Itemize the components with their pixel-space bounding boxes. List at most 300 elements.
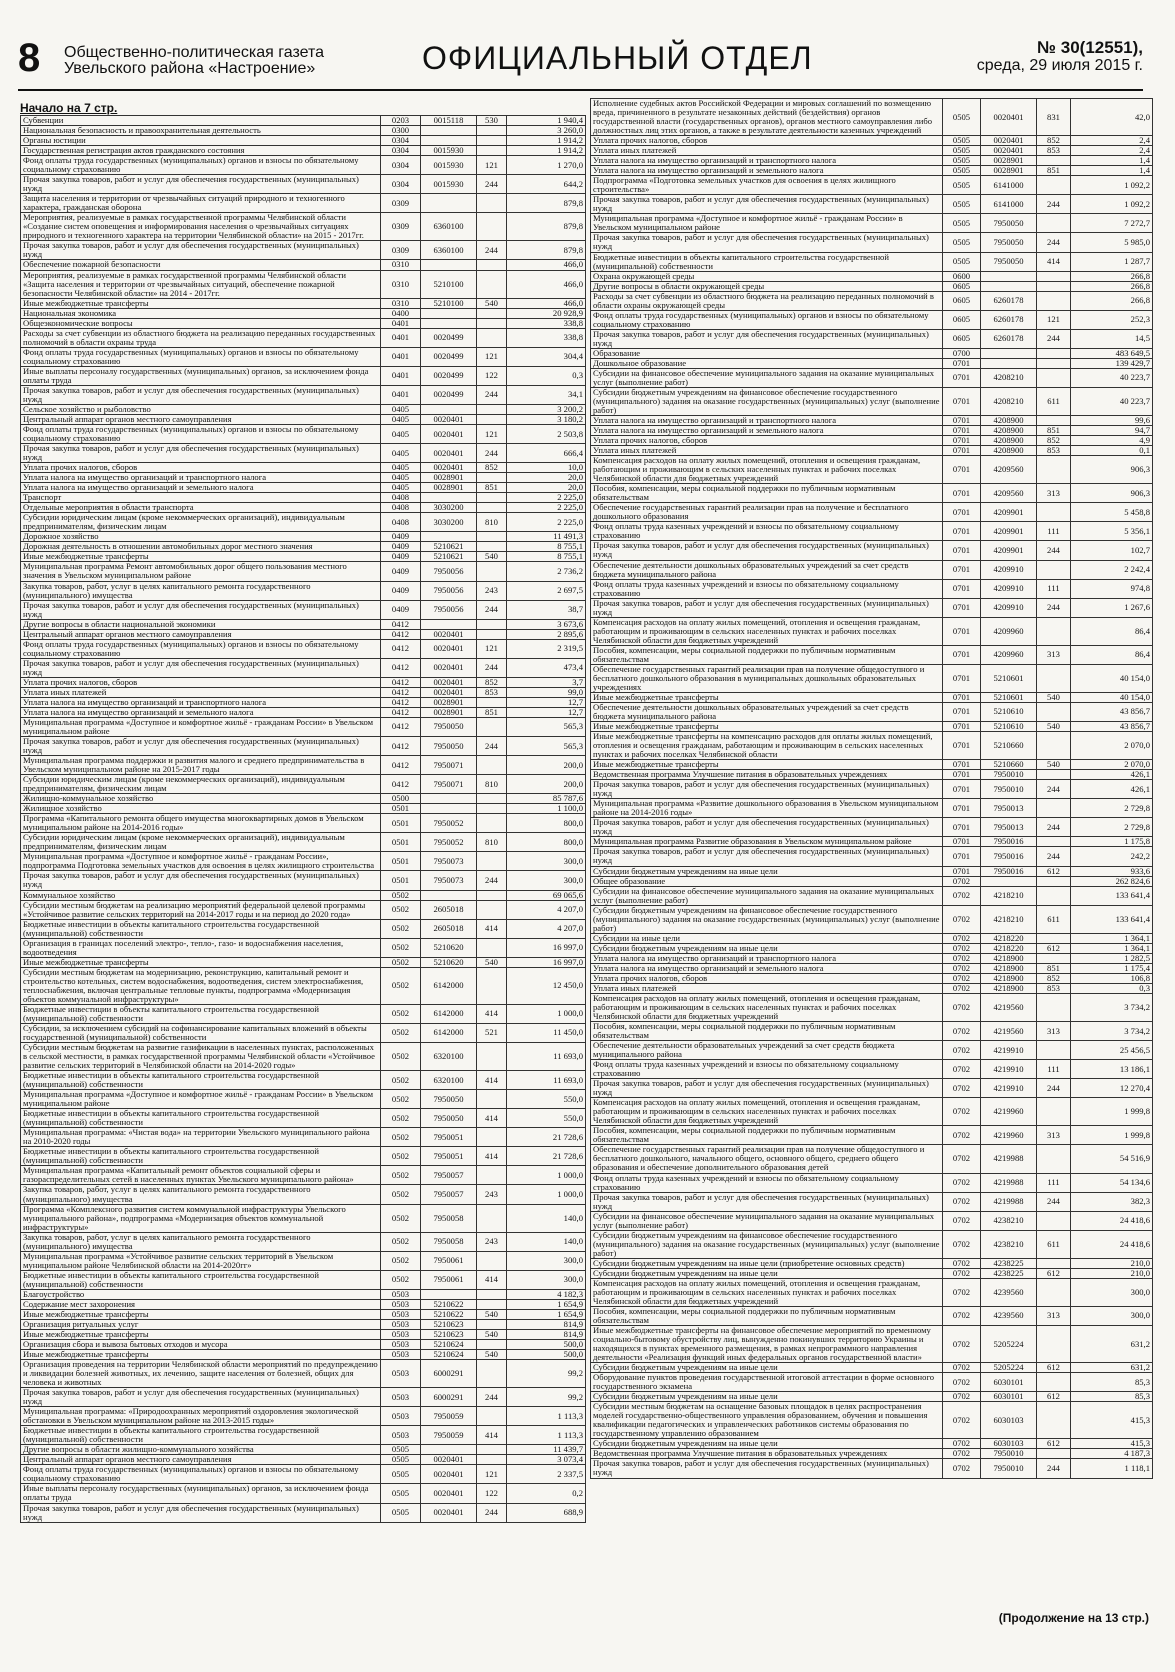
row-description: Уплата налога на имущество организаций и земельного налога: [591, 166, 943, 176]
table-row: [21, 756, 586, 775]
row-section-code: 0505: [943, 166, 981, 176]
row-description: Другие вопросы в области национальной экономики: [21, 619, 381, 629]
row-expense-type: [477, 1090, 507, 1109]
row-amount: 25 456,5: [1071, 1041, 1153, 1060]
row-description: Другие вопросы в области окружающей среды: [591, 281, 943, 291]
table-row: [21, 562, 586, 581]
row-section-code: 0401: [381, 318, 421, 328]
row-expense-type: 853: [1037, 446, 1071, 456]
row-expense-type: [477, 213, 507, 241]
table-row: [591, 99, 1153, 136]
row-description: Прочая закупка товаров, работ и услуг для обеспечения государственных (муниципальных) нужд: [21, 1388, 381, 1407]
table-row: [21, 156, 586, 175]
row-target-code: 4219988: [981, 1173, 1037, 1192]
row-description: Субсидии местным бюджетам на модернизацию, реконструкцию, капитальный ремонт и строительство котельных, систем водоснабжения, водоотведения, систем электроснабжения, теплоснабжения, включая центральные тепловые пункты, подпрограмма «Модернизация объектов коммунальной инфраструктуры»: [21, 967, 381, 1004]
row-section-code: 0702: [943, 933, 981, 943]
newspaper-name-line2: Увельского района «Настроение»: [64, 60, 316, 77]
row-amount: 16 997,0: [507, 938, 586, 957]
row-amount: 466,0: [507, 260, 586, 270]
row-amount: 814,9: [507, 1319, 586, 1329]
table-row: [21, 126, 586, 136]
row-expense-type: 612: [1037, 1268, 1071, 1278]
row-expense-type: [477, 619, 507, 629]
row-section-code: 0401: [381, 385, 421, 404]
table-row: [21, 1360, 586, 1388]
row-amount: 0,2: [507, 1484, 586, 1503]
row-section-code: 0503: [381, 1339, 421, 1349]
table-row: [21, 629, 586, 639]
table-row: [591, 1041, 1153, 1060]
row-section-code: 0502: [381, 1043, 421, 1071]
row-description: Бюджетные инвестиции в объекты капитального строительства государственной (муниципальной) собственности: [21, 1004, 381, 1023]
row-section-code: 0412: [381, 717, 421, 736]
row-section-code: 0701: [943, 446, 981, 456]
row-amount: 4 207,0: [507, 900, 586, 919]
row-expense-type: [477, 1360, 507, 1388]
row-description: Прочая закупка товаров, работ и услуг для обеспечения государственных (муниципальных) нужд: [21, 175, 381, 194]
table-row: [21, 1147, 586, 1166]
row-amount: 40 154,0: [1071, 664, 1153, 692]
row-amount: 1 654,9: [507, 1309, 586, 1319]
row-target-code: 6142000: [421, 1023, 477, 1042]
table-row: [21, 814, 586, 833]
row-expense-type: 244: [1037, 598, 1071, 617]
row-expense-type: [477, 260, 507, 270]
row-section-code: 0505: [943, 99, 981, 136]
row-amount: 54 134,6: [1071, 1173, 1153, 1192]
row-description: Прочая закупка товаров, работ и услуг для обеспечения государственных (муниципальных) нужд: [21, 385, 381, 404]
row-amount: 1 175,8: [1071, 837, 1153, 847]
row-expense-type: 313: [1037, 1306, 1071, 1325]
table-row: [21, 1289, 586, 1299]
row-amount: 266,8: [1071, 281, 1153, 291]
row-amount: 210,0: [1071, 1258, 1153, 1268]
row-section-code: 0409: [381, 600, 421, 619]
row-amount: 500,0: [507, 1350, 586, 1360]
row-section-code: 0503: [381, 1350, 421, 1360]
row-target-code: 0020401: [421, 687, 477, 697]
row-amount: 466,0: [507, 270, 586, 298]
table-row: [591, 166, 1153, 176]
row-expense-type: 414: [1037, 252, 1071, 271]
row-target-code: 5210660: [981, 732, 1037, 760]
row-amount: 500,0: [507, 1339, 586, 1349]
row-expense-type: 414: [477, 919, 507, 938]
row-target-code: 4219988: [981, 1192, 1037, 1211]
row-description: Программа «Капитального ремонта общего имущества многоквартирных домов в Увельском муниципальном районе на 2014-2016 годы»: [21, 814, 381, 833]
row-target-code: 4219910: [981, 1060, 1037, 1079]
row-amount: 2 895,6: [507, 629, 586, 639]
row-target-code: 7950016: [981, 847, 1037, 866]
row-description: Иные межбюджетные трансферты: [21, 1350, 381, 1360]
row-expense-type: 244: [477, 1388, 507, 1407]
table-row: [591, 1126, 1153, 1145]
row-expense-type: [477, 967, 507, 1004]
table-row: [21, 775, 586, 794]
row-amount: 2 225,0: [507, 513, 586, 532]
row-section-code: 0502: [381, 1109, 421, 1128]
row-amount: 1 940,4: [507, 116, 586, 126]
row-amount: 338,8: [507, 328, 586, 347]
row-amount: 2 319,5: [507, 639, 586, 658]
table-row: [591, 522, 1153, 541]
row-description: Субсидии юридическим лицам (кроме некоммерческих организаций), индивидуальным предпринимателям, физическим лицам: [21, 775, 381, 794]
table-row: [591, 617, 1153, 645]
row-amount: 466,0: [507, 298, 586, 308]
row-target-code: 0015930: [421, 175, 477, 194]
row-description: Фонд оплаты труда казенных учреждений и взносы по обязательному социальному страхованию: [591, 522, 943, 541]
row-description: Уплата прочих налогов, сборов: [591, 436, 943, 446]
row-expense-type: 831: [1037, 99, 1071, 136]
row-description: Субсидии на финансовое обеспечение муниципального задания на оказание муниципальных услуг (выполнение работ): [591, 1211, 943, 1230]
row-target-code: 4219988: [981, 1145, 1037, 1173]
row-section-code: 0701: [943, 484, 981, 503]
row-target-code: 0028901: [421, 697, 477, 707]
row-target-code: 0020401: [981, 136, 1037, 146]
row-expense-type: [477, 1455, 507, 1465]
row-expense-type: [1037, 560, 1071, 579]
row-expense-type: 810: [477, 833, 507, 852]
row-target-code: 7950056: [421, 600, 477, 619]
row-description: Уплата налога на имущество организаций и земельного налога: [21, 483, 381, 493]
row-amount: 252,3: [1071, 310, 1153, 329]
row-expense-type: [477, 493, 507, 503]
row-target-code: 0020401: [421, 629, 477, 639]
row-section-code: 0505: [381, 1455, 421, 1465]
row-description: Уплата налога на имущество организаций и земельного налога: [21, 707, 381, 717]
newspaper-name: [64, 45, 324, 77]
row-expense-type: 121: [477, 1465, 507, 1484]
row-expense-type: 414: [477, 1426, 507, 1445]
row-description: Организация ритуальных услуг: [21, 1319, 381, 1329]
row-amount: 879,8: [507, 241, 586, 260]
table-row: [21, 308, 586, 318]
row-section-code: 0701: [943, 522, 981, 541]
row-target-code: [421, 1289, 477, 1299]
row-target-code: 7950050: [981, 214, 1037, 233]
table-row: [21, 677, 586, 687]
row-section-code: 0701: [943, 598, 981, 617]
row-section-code: 0304: [381, 175, 421, 194]
row-amount: 3 073,4: [507, 1455, 586, 1465]
table-row: [591, 983, 1153, 993]
row-expense-type: 853: [477, 687, 507, 697]
row-amount: 300,0: [507, 852, 586, 871]
row-target-code: 7950056: [421, 562, 477, 581]
row-section-code: 0701: [943, 818, 981, 837]
row-target-code: 5210623: [421, 1329, 477, 1339]
row-amount: 99,2: [507, 1388, 586, 1407]
table-row: [21, 493, 586, 503]
row-target-code: [421, 308, 477, 318]
row-amount: 300,0: [507, 871, 586, 890]
row-target-code: 7950059: [421, 1426, 477, 1445]
row-target-code: 4209901: [981, 541, 1037, 560]
row-section-code: 0501: [381, 852, 421, 871]
row-section-code: 0405: [381, 444, 421, 463]
table-row: [21, 581, 586, 600]
row-expense-type: [477, 629, 507, 639]
table-row: [591, 732, 1153, 760]
row-description: Субсидии на финансовое обеспечение муниципального задания на оказание муниципальных услуг (выполнение работ): [591, 886, 943, 905]
row-target-code: [981, 876, 1037, 886]
row-section-code: 0502: [381, 1270, 421, 1289]
issue-number: № 30(12551),: [1037, 38, 1143, 57]
row-expense-type: [477, 146, 507, 156]
row-target-code: 6260178: [981, 291, 1037, 310]
table-row: [21, 366, 586, 385]
row-target-code: 0028901: [421, 473, 477, 483]
row-section-code: 0412: [381, 619, 421, 629]
table-row: [591, 310, 1153, 329]
row-amount: 565,3: [507, 737, 586, 756]
row-description: Субсидии бюджетным учреждениям на иные цели: [591, 1439, 943, 1449]
row-expense-type: 852: [1037, 973, 1071, 983]
row-target-code: 7950058: [421, 1232, 477, 1251]
row-amount: 300,0: [507, 1270, 586, 1289]
row-description: Организация проведения на территории Челябинской области мероприятий по предупреждению и ликвидации болезней животных, их лечению, защите населения от болезней, общих для человека и животных: [21, 1360, 381, 1388]
row-expense-type: 244: [477, 658, 507, 677]
row-description: Иные выплаты персоналу государственных (муниципальных) органов, за исключением фонда оплаты труда: [21, 1484, 381, 1503]
table-row: [21, 1004, 586, 1023]
row-target-code: 0020401: [421, 1503, 477, 1522]
row-amount: 644,2: [507, 175, 586, 194]
row-target-code: 4209960: [981, 645, 1037, 664]
row-expense-type: 414: [477, 1147, 507, 1166]
row-target-code: 0020401: [421, 1484, 477, 1503]
row-target-code: 0020401: [421, 414, 477, 424]
row-section-code: 0702: [943, 1145, 981, 1173]
row-expense-type: 121: [477, 425, 507, 444]
row-expense-type: 244: [477, 241, 507, 260]
row-description: Муниципальная программа «Развитие дошкольного образования в Увельском муниципальном районе на 2014-2016 годы»: [591, 799, 943, 818]
row-target-code: 6141000: [981, 195, 1037, 214]
row-description: Бюджетные инвестиции в объекты капитального строительства государственной (муниципальной) собственности: [21, 919, 381, 938]
row-expense-type: 540: [1037, 722, 1071, 732]
row-section-code: 0702: [943, 1268, 981, 1278]
table-row: [591, 818, 1153, 837]
row-section-code: 0702: [943, 1022, 981, 1041]
row-target-code: 7950010: [981, 1449, 1037, 1459]
table-row: [21, 871, 586, 890]
row-amount: 1 000,0: [507, 1166, 586, 1185]
row-target-code: 5210660: [981, 760, 1037, 770]
row-section-code: 0701: [943, 645, 981, 664]
table-row: [591, 484, 1153, 503]
row-expense-type: 111: [1037, 1173, 1071, 1192]
row-amount: 1 270,0: [507, 156, 586, 175]
continued-to-note: (Продолжение на 13 стр.): [998, 1611, 1149, 1625]
row-target-code: 4218220: [981, 933, 1037, 943]
row-target-code: 4209960: [981, 617, 1037, 645]
row-section-code: 0409: [381, 581, 421, 600]
row-section-code: 0701: [943, 426, 981, 436]
row-amount: 12,7: [507, 697, 586, 707]
row-description: Благоустройство: [21, 1289, 381, 1299]
row-expense-type: 122: [477, 366, 507, 385]
table-row: [591, 436, 1153, 446]
row-amount: 800,0: [507, 833, 586, 852]
row-amount: 140,0: [507, 1232, 586, 1251]
row-section-code: 0702: [943, 1363, 981, 1373]
row-expense-type: [477, 697, 507, 707]
table-row: [21, 552, 586, 562]
row-section-code: 0702: [943, 983, 981, 993]
table-row: [591, 233, 1153, 252]
row-amount: 262 824,6: [1071, 876, 1153, 886]
row-description: Муниципальная программа Ремонт автомобильных дорог общего пользования местного значения в Увельском муниципальном районе: [21, 562, 381, 581]
row-description: Общеэкономические вопросы: [21, 318, 381, 328]
table-row: [591, 645, 1153, 664]
row-amount: 85 787,6: [507, 794, 586, 804]
row-amount: 2 729,8: [1071, 818, 1153, 837]
row-description: Субсидии бюджетным учреждениям на финансовое обеспечение государственного (муниципального) задания на оказание государственных (муниципальных) услуг (выполнение работ): [591, 1230, 943, 1258]
row-amount: 54 516,9: [1071, 1145, 1153, 1173]
row-amount: 40 223,7: [1071, 368, 1153, 387]
row-target-code: 7950050: [421, 1109, 477, 1128]
row-expense-type: 540: [477, 1329, 507, 1339]
row-description: Субсидии бюджетным учреждениям на иные цели: [591, 1268, 943, 1278]
row-section-code: 0502: [381, 1251, 421, 1270]
row-description: Прочая закупка товаров, работ и услуг для обеспечения государственных (муниципальных) нужд: [591, 780, 943, 799]
row-amount: 13 186,1: [1071, 1060, 1153, 1079]
row-target-code: 5210622: [421, 1299, 477, 1309]
table-row: [591, 993, 1153, 1021]
row-target-code: 4218900: [981, 953, 1037, 963]
row-description: Иные межбюджетные трансферты: [21, 298, 381, 308]
row-amount: 1 364,1: [1071, 933, 1153, 943]
row-expense-type: [477, 814, 507, 833]
row-expense-type: [1037, 664, 1071, 692]
row-description: Транспорт: [21, 493, 381, 503]
row-expense-type: 810: [477, 775, 507, 794]
row-target-code: 4218900: [981, 973, 1037, 983]
row-amount: 16 997,0: [507, 957, 586, 967]
row-expense-type: 244: [1037, 1192, 1071, 1211]
row-section-code: 0701: [943, 702, 981, 721]
row-amount: 5 458,8: [1071, 503, 1153, 522]
row-description: Уплата прочих налогов, сборов: [21, 677, 381, 687]
row-target-code: 4208900: [981, 426, 1037, 436]
table-row: [591, 1022, 1153, 1041]
row-description: Центральный аппарат органов местного самоуправления: [21, 1455, 381, 1465]
row-amount: 20,0: [507, 483, 586, 493]
row-description: Фонд оплаты труда казенных учреждений и взносы по обязательному социальному страхованию: [591, 1060, 943, 1079]
row-description: Субсидии, за исключением субсидий на софинансирование капитальных вложений в объекты государственной (муниципальной) собственности: [21, 1023, 381, 1042]
row-target-code: 7950057: [421, 1166, 477, 1185]
row-description: Обеспечение государственных гарантий реализации прав на получение общедоступного и бесплатного дошкольного образования в муниципальных дошкольных образовательных учреждениях: [591, 664, 943, 692]
row-expense-type: 111: [1037, 1060, 1071, 1079]
row-section-code: 0401: [381, 366, 421, 385]
row-amount: 2 070,0: [1071, 732, 1153, 760]
row-amount: 11 491,3: [507, 532, 586, 542]
row-target-code: 5210620: [421, 957, 477, 967]
row-description: Бюджетные инвестиции в объекты капитального строительства государственной (муниципальной) собственности: [591, 252, 943, 271]
table-row: [21, 1166, 586, 1185]
row-description: Прочая закупка товаров, работ и услуг для обеспечения государственных (муниципальных) нужд: [591, 1192, 943, 1211]
row-expense-type: [1037, 933, 1071, 943]
row-amount: 94,7: [1071, 426, 1153, 436]
row-amount: 550,0: [507, 1090, 586, 1109]
row-expense-type: [477, 414, 507, 424]
table-row: [591, 1373, 1153, 1392]
row-section-code: 0405: [381, 473, 421, 483]
row-expense-type: [477, 890, 507, 900]
row-target-code: 7950050: [421, 737, 477, 756]
table-row: [21, 1023, 586, 1042]
row-target-code: 3030200: [421, 503, 477, 513]
row-description: Закупка товаров, работ, услуг в целях капитального ремонта государственного (муниципального) имущества: [21, 1232, 381, 1251]
row-expense-type: [1037, 358, 1071, 368]
table-row: [21, 116, 586, 126]
row-expense-type: 851: [477, 483, 507, 493]
row-section-code: 0502: [381, 1232, 421, 1251]
table-row: [591, 368, 1153, 387]
row-amount: 43 856,7: [1071, 722, 1153, 732]
row-target-code: 7950071: [421, 756, 477, 775]
row-description: Центральный аппарат органов местного самоуправления: [21, 414, 381, 424]
table-row: [21, 1455, 586, 1465]
row-amount: 1 118,1: [1071, 1459, 1153, 1478]
table-row: [21, 639, 586, 658]
row-description: Муниципальная программа «Доступное и комфортное жильё - гражданам России», подпрограмма Подготовка земельных участков для освоения в целях жилищного строительства: [21, 852, 381, 871]
row-section-code: 0702: [943, 876, 981, 886]
table-row: [21, 957, 586, 967]
table-row: [591, 1060, 1153, 1079]
table-row: [591, 1439, 1153, 1449]
row-section-code: 0502: [381, 1147, 421, 1166]
row-target-code: 4208210: [981, 368, 1037, 387]
row-section-code: 0501: [381, 833, 421, 852]
row-section-code: 0405: [381, 414, 421, 424]
row-expense-type: [1037, 176, 1071, 195]
row-target-code: 0020401: [981, 99, 1037, 136]
budget-table-left: [20, 115, 586, 1523]
row-description: Фонд оплаты труда государственных (муниципальных) органов и взносы по обязательному социальному страхованию: [21, 156, 381, 175]
row-target-code: 5210601: [981, 664, 1037, 692]
row-amount: 0,1: [1071, 446, 1153, 456]
row-expense-type: [1037, 503, 1071, 522]
issue-info: [977, 39, 1143, 74]
row-description: Компенсация расходов на оплату жилых помещений, отопления и освещения гражданам, работающим и проживающим в сельских населенных пунктах и рабочих поселках Челябинской области для бюджетных учреждений: [591, 1098, 943, 1126]
row-description: Фонд оплаты труда казенных учреждений и взносы по обязательному социальному страхованию: [591, 579, 943, 598]
row-target-code: 4209560: [981, 484, 1037, 503]
row-expense-type: [1037, 1211, 1071, 1230]
row-expense-type: [477, 503, 507, 513]
row-target-code: [421, 194, 477, 213]
row-section-code: 0605: [943, 281, 981, 291]
row-target-code: [421, 493, 477, 503]
row-target-code: 6000291: [421, 1388, 477, 1407]
table-row: [591, 664, 1153, 692]
row-expense-type: [1037, 770, 1071, 780]
row-amount: 304,4: [507, 347, 586, 366]
row-amount: 4 187,3: [1071, 1449, 1153, 1459]
row-amount: 40 223,7: [1071, 387, 1153, 415]
row-expense-type: [477, 562, 507, 581]
row-amount: 933,6: [1071, 866, 1153, 876]
row-section-code: 0702: [943, 1126, 981, 1145]
row-description: Прочая закупка товаров, работ и услуг для обеспечения государственных (муниципальных) нужд: [591, 1459, 943, 1478]
budget-table-right-column: [590, 98, 1152, 1479]
row-expense-type: 244: [477, 871, 507, 890]
row-description: Прочая закупка товаров, работ и услуг для обеспечения государственных (муниципальных) нужд: [591, 195, 943, 214]
row-amount: 86,4: [1071, 645, 1153, 664]
row-target-code: 6260178: [981, 329, 1037, 348]
table-row: [591, 1079, 1153, 1098]
row-amount: 631,2: [1071, 1363, 1153, 1373]
table-row: [591, 1211, 1153, 1230]
